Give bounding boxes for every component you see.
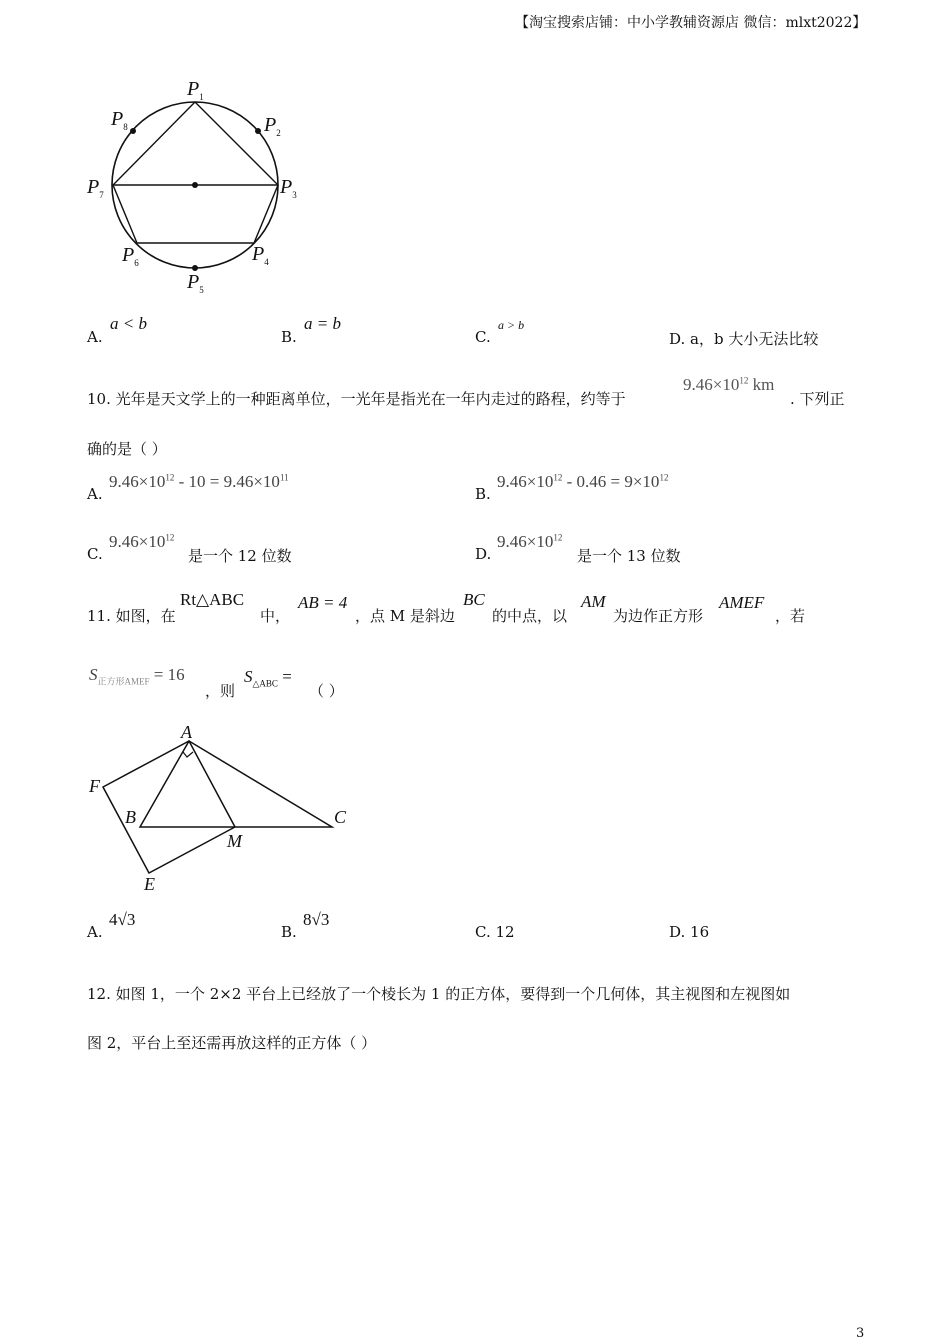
header-note: 【淘宝搜索店铺：中小学教辅资源店 微信：mlxt2022】: [515, 15, 867, 31]
q11-triangle-area: $S_{\triangle ABC}$ =: [244, 667, 292, 689]
q10-stem-part3: 确的是（ ）: [87, 440, 167, 458]
triangle-abc: [140, 741, 332, 827]
q10-option-d-math: $9.46\times 10^{12}$: [497, 532, 563, 551]
q11-option-b-math: 8√3: [303, 910, 330, 929]
right-angle-mark: [183, 752, 193, 757]
polygon-lines: [113, 102, 278, 243]
fig11-label-f: F: [89, 776, 100, 796]
q10-stem-math: $9.46\times 10^{12}$ km: [683, 375, 775, 394]
q10-option-d-text: 是一个 13 位数: [577, 547, 681, 565]
q9-option-b-letter: B.: [281, 328, 297, 346]
q11-stem-part7: ，则: [205, 682, 236, 700]
q11-option-c: C. 12: [475, 923, 515, 941]
label-p8: $P_8$: [111, 108, 128, 132]
center-dot: [192, 182, 198, 188]
q9-option-a-math: a < b: [110, 314, 147, 333]
q10-option-b-math: $9.46\times 10^{12} - 0.46 = 9\times 10^{12}$: [497, 472, 669, 491]
q9-option-a-letter: A.: [87, 328, 103, 346]
fig11-label-a: A: [181, 722, 192, 742]
q10-stem-part2: . 下列正: [790, 390, 845, 408]
label-p1: $P_1$: [187, 78, 204, 102]
q11-stem-part6: ，若: [775, 607, 806, 625]
label-p6: $P_6$: [122, 244, 139, 268]
q10-option-a-letter: A.: [87, 485, 103, 503]
q11-option-d: D. 16: [669, 923, 710, 941]
square-amef: [103, 741, 235, 873]
q11-option-b-letter: B.: [281, 923, 297, 941]
q12-stem-line1: 12. 如图 1，一个 2×2 平台上已经放了一个棱长为 1 的正方体，要得到一个几何体，其主视图和左视图如: [87, 985, 791, 1003]
label-p5: $P_5$: [187, 271, 204, 295]
q11-rt-triangle: Rt△ABC: [180, 590, 245, 609]
fig11-label-m: M: [227, 831, 242, 851]
q11-stem-part8: （ ）: [309, 682, 344, 700]
q11-bc-math: BC: [463, 590, 485, 609]
q11-stem-part5: 为边作正方形: [613, 607, 704, 625]
label-p3: $P_3$: [280, 176, 297, 200]
q10-option-c-text: 是一个 12 位数: [188, 547, 292, 565]
q10-option-d-letter: D.: [475, 545, 492, 563]
q10-option-b-letter: B.: [475, 485, 491, 503]
p8-dot: [130, 128, 136, 134]
page-number: 3: [856, 1326, 865, 1341]
fig11-label-b: B: [125, 807, 136, 827]
q9-option-c-letter: C.: [475, 328, 491, 346]
label-p2: $P_2$: [264, 114, 281, 138]
q10-option-a-math: $9.46\times 10^{12} - 10 = 9.46\times 10^{11}$: [109, 472, 289, 491]
label-p7: $P_7$: [87, 176, 104, 200]
q11-stem-part3: ，点 M 是斜边: [355, 607, 455, 625]
label-p4: $P_4$: [252, 243, 269, 267]
q10-option-c-math: $9.46\times 10^{12}$: [109, 532, 175, 551]
q11-stem-part2: 中，: [260, 607, 291, 625]
q11-stem-part4: 的中点，以: [492, 607, 568, 625]
fig11-label-e: E: [144, 874, 155, 894]
q10-option-c-letter: C.: [87, 545, 103, 563]
q9-option-d: D. a，b 大小无法比较: [669, 330, 819, 348]
q11-ab-math: AB = 4: [298, 593, 348, 612]
q11-square-area: $S_{正方形AMEF} = 16$: [89, 665, 185, 687]
q11-amef-math: AMEF: [719, 593, 765, 612]
q11-option-a-math: 4√3: [109, 910, 136, 929]
p2-dot: [255, 128, 261, 134]
q11-option-a-letter: A.: [87, 923, 103, 941]
q10-stem-part1: 10. 光年是天文学上的一种距离单位，一光年是指光在一年内走过的路程，约等于: [87, 390, 626, 408]
q9-option-c-math: a > b: [498, 318, 525, 332]
q9-option-b-math: a = b: [304, 314, 341, 333]
q12-stem-line2: 图 2，平台上至还需再放这样的正方体（ ）: [87, 1034, 377, 1052]
q11-stem-part1: 11. 如图，在: [87, 607, 176, 625]
fig11-label-c: C: [334, 807, 347, 827]
q11-am-math: AM: [581, 592, 606, 611]
